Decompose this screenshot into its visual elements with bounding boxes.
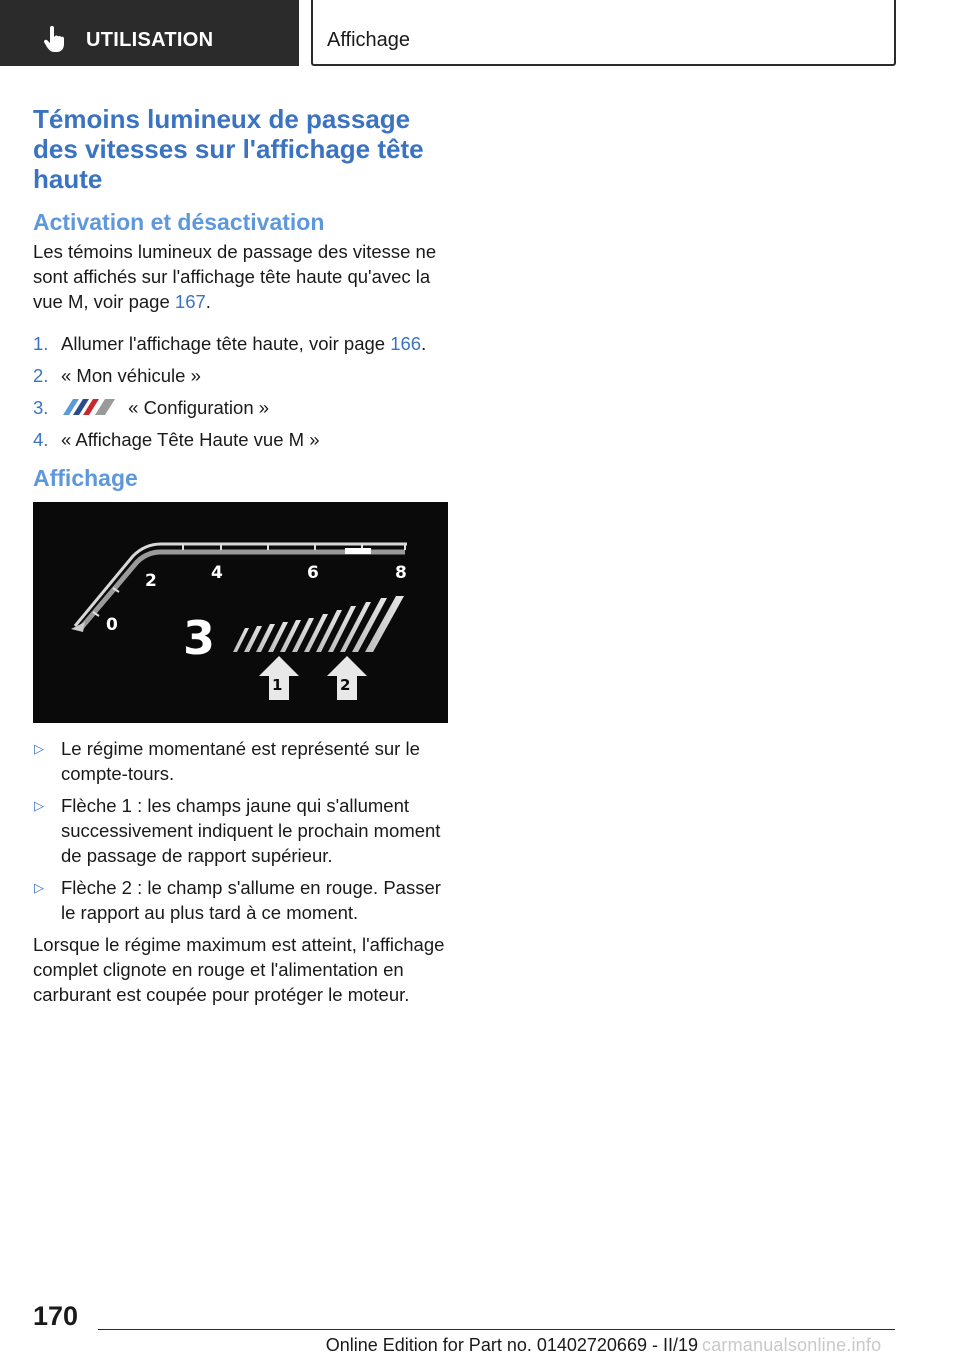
gear-indicator: 3 (183, 611, 216, 665)
scale-label: 8 (395, 563, 407, 583)
tach-arc-outer (75, 544, 407, 626)
arrow-2-icon (327, 656, 367, 700)
closing-paragraph: Lorsque le régime maximum est atteint, l'affichage complet clignote en rouge et l'alimentation en carburant est coupée pour protéger le moteur. (33, 934, 445, 1005)
hand-pointer-icon (42, 26, 66, 54)
main-content (33, 104, 451, 1007)
activation-intro: Les témoins lumineux de passage des vitesse ne sont affichés sur l'affichage tête haute qu'avec la vue M, voir page 167. (33, 241, 437, 312)
watermark: carmanualsonline.info (702, 1335, 882, 1355)
edition-note: Online Edition for Part no. 01402720669 - II/19 (325, 1335, 698, 1355)
bullet-triangle-icon: ▷ (34, 798, 44, 813)
page-number: 170 (33, 1301, 79, 1331)
section-label: UTILISATION (86, 29, 214, 51)
svg-text:2: 2 (340, 676, 351, 694)
m-stripes-icon (61, 397, 117, 417)
page-link-166[interactable]: 166 (390, 333, 422, 354)
scale-label: 6 (307, 563, 319, 583)
svg-text:1: 1 (272, 676, 283, 694)
affichage-heading: Affichage (33, 465, 138, 491)
tach-arc-inner (81, 552, 405, 628)
arrow-1-icon (259, 656, 299, 700)
bullet-triangle-icon: ▷ (34, 880, 44, 895)
page-title: Témoins lumineux de passage des vitesses sur l'affichage tête haute (33, 104, 424, 194)
steps-list (33, 331, 451, 452)
hud-shift-lights-figure (33, 502, 448, 723)
description-list (33, 736, 451, 925)
list-item: 1. Allumer l'affichage tête haute, voir page 166. (33, 333, 427, 354)
bullet-triangle-icon: ▷ (34, 741, 44, 756)
list-item: ▷ Flèche 2 : le champ s'allume en rouge. Passer le rapport au plus tard à ce moment. (34, 877, 441, 923)
list-item: 2. « Mon véhicule » (33, 365, 201, 386)
shift-light-stripes (233, 596, 404, 652)
page-link-167[interactable]: 167 (174, 291, 206, 312)
list-item: ▷ Le régime momentané est représenté sur le compte-tours. (34, 738, 420, 784)
scale-label: 4 (211, 563, 223, 583)
hud-illustration (33, 502, 448, 723)
list-item: 4. « Affichage Tête Haute vue M » (33, 429, 320, 450)
scale-label: 0 (106, 615, 118, 635)
section-tab (0, 0, 299, 66)
activation-heading: Activation et désactivation (33, 209, 325, 235)
chapter-label: Affichage (327, 29, 411, 51)
footer-divider (98, 1329, 895, 1330)
list-item: ▷ Flèche 1 : les champs jaune qui s'allument successivement indiquent le prochain moment de passage de rapport supérieur. (34, 795, 441, 866)
list-item: 3. « Configuration » (33, 397, 270, 418)
scale-label: 2 (145, 571, 157, 591)
chapter-tab (311, 0, 896, 66)
